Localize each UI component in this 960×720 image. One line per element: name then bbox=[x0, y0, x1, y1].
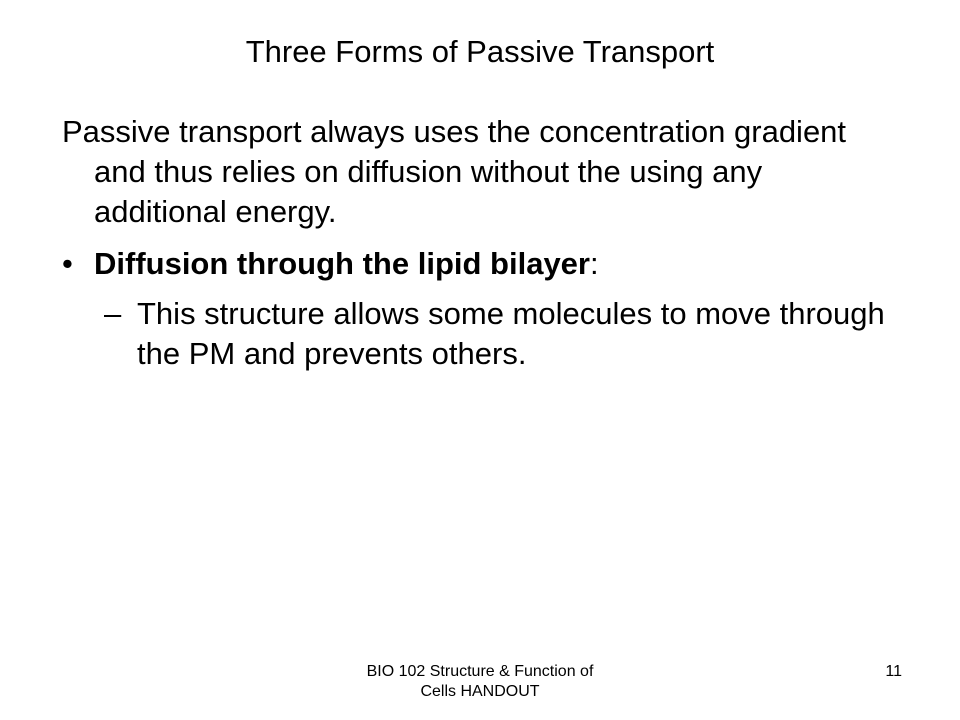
slide-title: Three Forms of Passive Transport bbox=[245, 34, 715, 69]
bullet-dot-icon: • bbox=[62, 246, 73, 281]
dash-bullet-icon: – bbox=[104, 296, 122, 331]
bullet-item bbox=[62, 244, 902, 284]
footer-course-line-2: Cells HANDOUT bbox=[420, 683, 540, 700]
sub-bullet-text: This structure allows some molecules to move through the PM and prevents others. bbox=[137, 296, 885, 371]
bullet-heading-suffix: : bbox=[590, 246, 599, 281]
intro-paragraph: Passive transport always uses the concentration gradient and thus relies on diffusion without the using any additional energy. bbox=[62, 114, 847, 229]
slide-number: 11 bbox=[885, 663, 902, 680]
sub-bullet-item bbox=[62, 294, 902, 374]
bullet-heading: Diffusion through the lipid bilayer bbox=[94, 246, 590, 281]
footer-course-line-1: BIO 102 Structure & Function of bbox=[366, 663, 594, 680]
slide-body bbox=[62, 112, 902, 374]
footer-course-label bbox=[330, 662, 630, 702]
